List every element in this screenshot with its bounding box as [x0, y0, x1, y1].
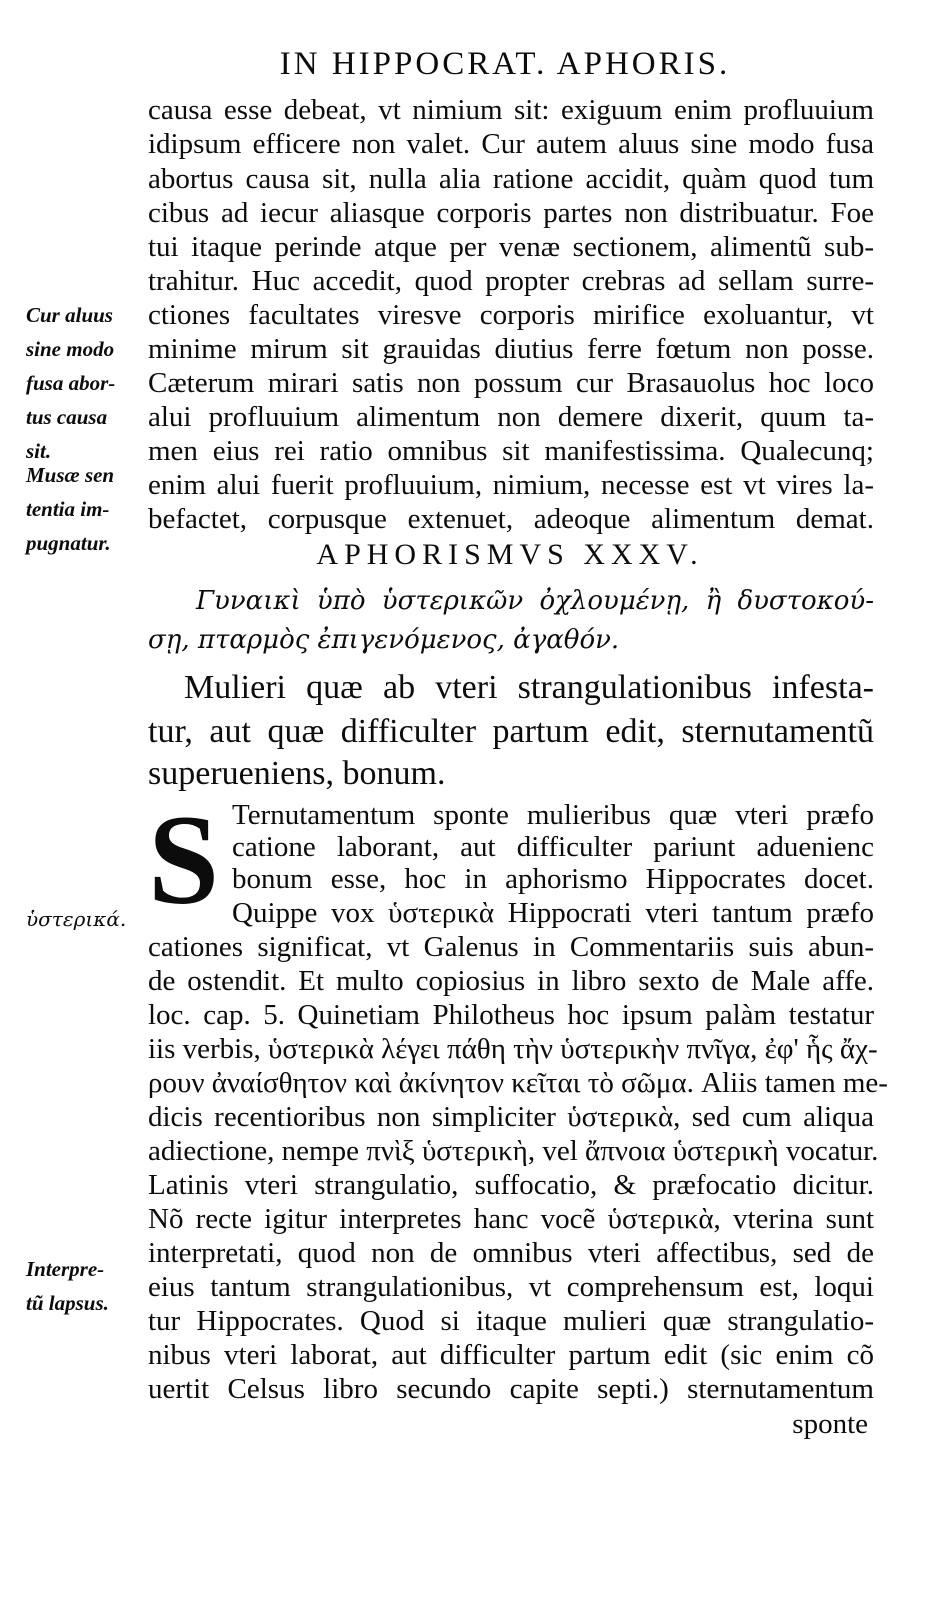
text-line: minime mirum sit grauidas diutius ferre fœtum non posse.	[148, 333, 874, 365]
text-line: enim alui fuerit profluuium, nimium, necesse est vt vires la-	[148, 469, 874, 501]
text-line: abortus causa sit, nulla alia ratione accidit, quàm quod tum	[148, 163, 874, 195]
margin-note-line: Cur aluus	[26, 303, 113, 327]
text-line: iis verbis, ὑστερικὰ λέγει πάθη τὴν ὑστερικὴν πνῖγα, ἐφ' ἧς ἄχ-	[148, 1033, 878, 1065]
margin-note	[26, 458, 144, 560]
text-line: men eius rei ratio omnibus sit manifestissima. Qualecunq;	[148, 435, 874, 467]
margin-note-line: Interpre-	[26, 1257, 105, 1281]
margin-note-line: pugnatur.	[26, 531, 111, 555]
running-header: IN HIPPOCRAT. APHORIS.	[279, 46, 731, 82]
text-line: uertit Celsus libro secundo capite septi.) sternutamentum	[148, 1373, 874, 1405]
catchword: sponte	[792, 1408, 868, 1440]
margin-note	[26, 298, 144, 468]
latin-aphorism-line: Mulieri quæ ab vteri strangulationibus infesta-	[184, 669, 874, 706]
text-line: cationes significat, vt Galenus in Commentariis suis abun-	[148, 931, 874, 963]
text-line: causa esse debeat, vt nimium sit: exiguum enim profluuium	[148, 94, 874, 126]
margin-note	[26, 1252, 144, 1320]
text-line: adiectione, nempe πνὶξ ὑστερικὴ, vel ἄπνοια ὑστερικὴ vocatur.	[148, 1135, 879, 1167]
text-line: Quippe vox ὑστερικὰ Hippocrati vteri tantum præfo	[232, 897, 874, 929]
margin-note-line: Musæ sen	[26, 463, 115, 487]
text-line: bonum esse, hoc in aphorismo Hippocrates docet.	[232, 863, 874, 895]
latin-aphorism-line: superueniens, bonum.	[148, 755, 446, 792]
text-line: nibus vteri laborat, aut difficulter partum edit (sic enim cõ	[148, 1339, 874, 1371]
drop-cap: S	[148, 789, 220, 931]
margin-note-line: tentia im-	[26, 497, 110, 521]
text-line: ρουν ἀναίσθητον καὶ ἀκίνητον κεῖται τὸ σῶμα. Aliis tamen me-	[148, 1067, 888, 1099]
text-line: cibus ad iecur aliasque corporis partes non distribuatur. Foe	[148, 197, 874, 229]
text-line: catione laborant, aut difficulter pariunt aduenienc	[232, 831, 874, 863]
text-line: Latinis vteri strangulatio, suffocatio, & præfocatio dicitur.	[148, 1169, 874, 1201]
margin-note-line: sit.	[26, 439, 52, 463]
text-line: de ostendit. Et multo copiosius in libro sexto de Male affe.	[148, 965, 874, 997]
text-line: befactet, corpusque extenuet, adeoque alimentum demat.	[148, 503, 874, 535]
margin-note-line: tus causa	[26, 405, 108, 429]
margin-note-line: tũ lapsus.	[26, 1291, 109, 1315]
text-line: Nõ recte igitur interpretes hanc vocẽ ὑστερικὰ, vterina sunt	[148, 1203, 874, 1235]
margin-note-line: fusa abor-	[26, 371, 116, 395]
text-line: interpretati, quod non de omnibus vteri affectibus, sed de	[148, 1237, 874, 1269]
aphorism-title: APHORISMVS XXXV.	[316, 538, 704, 571]
text-line: tui itaque perinde atque per venæ sectionem, alimentũ sub-	[148, 231, 874, 263]
margin-note-line: sine modo	[26, 337, 115, 361]
greek-line: Γυναικὶ ὑπὸ ὑστερικῶν ὀχλουμένῃ, ἢ δυστοκού-	[196, 586, 874, 616]
latin-aphorism-line: tur, aut quæ difficulter partum edit, sternutamentũ	[148, 713, 874, 750]
text-line: alui profluuium alimentum non demere dixerit, quum ta-	[148, 401, 874, 433]
margin-note-line: ὑστερικά.	[26, 907, 127, 931]
text-line: ctiones facultates viresve corporis mirifice exoluantur, vt	[148, 299, 874, 331]
text-line: Ternutamentum sponte mulieribus quæ vteri præfo	[232, 799, 874, 831]
text-line: loc. cap. 5. Quinetiam Philotheus hoc ipsum palàm testatur	[148, 999, 874, 1031]
text-line: tur Hippocrates. Quod si itaque mulieri quæ strangulatio-	[148, 1305, 874, 1337]
text-line: idipsum efficere non valet. Cur autem aluus sine modo fusa	[148, 128, 874, 160]
text-line: dicis recentioribus non simpliciter ὑστερικὰ, sed cum aliqua	[148, 1101, 874, 1133]
text-line: Cæterum mirari satis non possum cur Brasauolus hoc loco	[148, 367, 874, 399]
text-line: eius tantum strangulationibus, vt comprehensum est, loqui	[148, 1271, 874, 1303]
margin-note	[26, 902, 144, 936]
text-line: trahitur. Huc accedit, quod propter crebras ad sellam surre-	[148, 265, 874, 297]
greek-line: σῃ, πταρμὸς ἐπιγενόμενος, ἀγαθόν.	[148, 625, 620, 655]
